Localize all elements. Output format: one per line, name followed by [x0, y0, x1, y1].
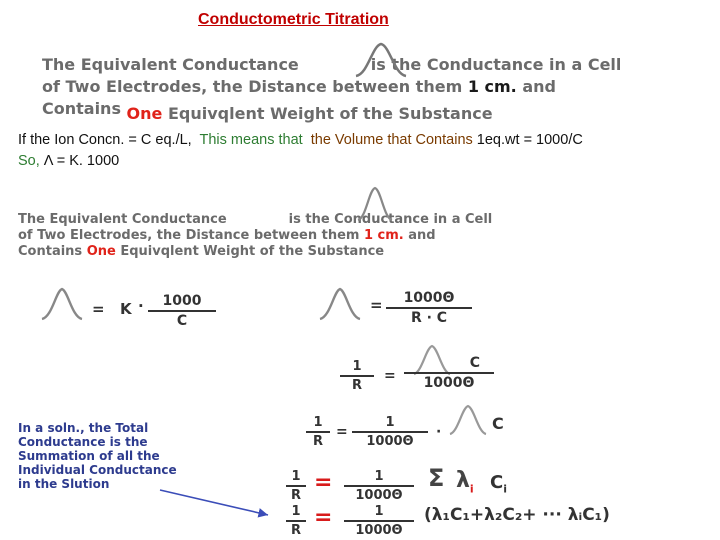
def2-line3-b: One [86, 244, 116, 259]
eq4-den: R [312, 434, 323, 449]
eq4-c: C [492, 414, 504, 433]
def-line2-c: and [522, 77, 556, 96]
eq3-den: R [351, 378, 362, 393]
def2-line3-c: Equivqlent Weight of the Substance [120, 244, 385, 259]
eq3-equals: = [384, 368, 396, 384]
eq6-den: R [290, 523, 301, 538]
body-l1-b: This means that [199, 132, 303, 148]
eq5-den: R [290, 488, 301, 503]
eq5-lambda: $\lambda_i$ [456, 468, 474, 496]
eq6-num: 1 [291, 504, 301, 519]
def-line3-a: Contains [42, 99, 121, 118]
def-line2-a: of Two Electrodes, the Distance between them [42, 77, 463, 96]
eq1-k: K [120, 300, 132, 318]
note-line3: Summation of all the [18, 449, 160, 463]
def2-line3-a: Contains [18, 244, 83, 259]
eq6-expression: (λ₁C₁+λ₂C₂+ ··· λᵢC₁) [424, 505, 610, 525]
eq6-den2: 1000Θ [355, 523, 403, 538]
body-l2-a: So, [18, 153, 40, 169]
eq5-equals: = [314, 470, 333, 495]
eq5-num2: 1 [374, 469, 384, 484]
body-l1-c: the Volume that Contains [310, 132, 473, 148]
def2-line1-b: is the Conductance in a Cell [288, 212, 493, 227]
eq5-c: $C_i$ [490, 472, 507, 496]
eq4-equals: = [336, 424, 348, 440]
eq4-den2: 1000Θ [366, 434, 414, 449]
eq6-num2: 1 [374, 504, 384, 519]
body-l1-d: 1eq.wt [476, 132, 520, 148]
slide-title: Conductometric Titration [198, 11, 389, 28]
eq1-den: C [176, 313, 188, 329]
eq4-num: 1 [313, 415, 323, 430]
def2-line2-a: of Two Electrodes, the Distance between them [18, 228, 360, 243]
note-line1: In a soln., the Total [18, 421, 149, 435]
note-line5: in the Slution [18, 477, 110, 491]
note-line2: Conductance is the [18, 435, 148, 449]
body-l1-e: = 1000/C [523, 132, 583, 148]
eq5-den2: 1000Θ [355, 488, 403, 503]
def2-line2-b: 1 cm. [363, 228, 404, 243]
eq1-num: 1000 [162, 293, 202, 309]
def-line3-c: Equivqlent Weight of the Substance [167, 104, 493, 123]
def-line3-b: One [126, 104, 163, 123]
body-l1-a: If the Ion Concn. = C eq./L, [18, 132, 192, 148]
eq4-dot: · [436, 424, 442, 440]
eq1-equals: = [92, 300, 105, 318]
eq4-num2: 1 [385, 415, 395, 430]
eq3-num2: C [469, 355, 480, 371]
note-line4: Individual Conductance [18, 463, 177, 477]
eq2-equals: = [370, 296, 383, 314]
eq3-num: 1 [352, 359, 362, 374]
def-line1-a: The Equivalent Conductance [42, 55, 299, 74]
def-line1-b: is the Conductance in a Cell [370, 55, 622, 74]
body-l2-b: Λ = K. 1000 [43, 153, 120, 169]
eq1-dot: · [138, 297, 144, 315]
eq2-den: R · C [410, 310, 448, 326]
eq2-num: 1000Θ [403, 290, 455, 306]
eq6-equals: = [314, 505, 333, 530]
eq3-den2: 1000Θ [423, 375, 475, 391]
def2-line1-a: The Equivalent Conductance [18, 212, 227, 227]
eq5-num: 1 [291, 469, 301, 484]
eq5-sum: Σ [428, 464, 445, 492]
def2-line2-c: and [408, 228, 436, 243]
def-line2-b: 1 cm. [467, 77, 517, 96]
